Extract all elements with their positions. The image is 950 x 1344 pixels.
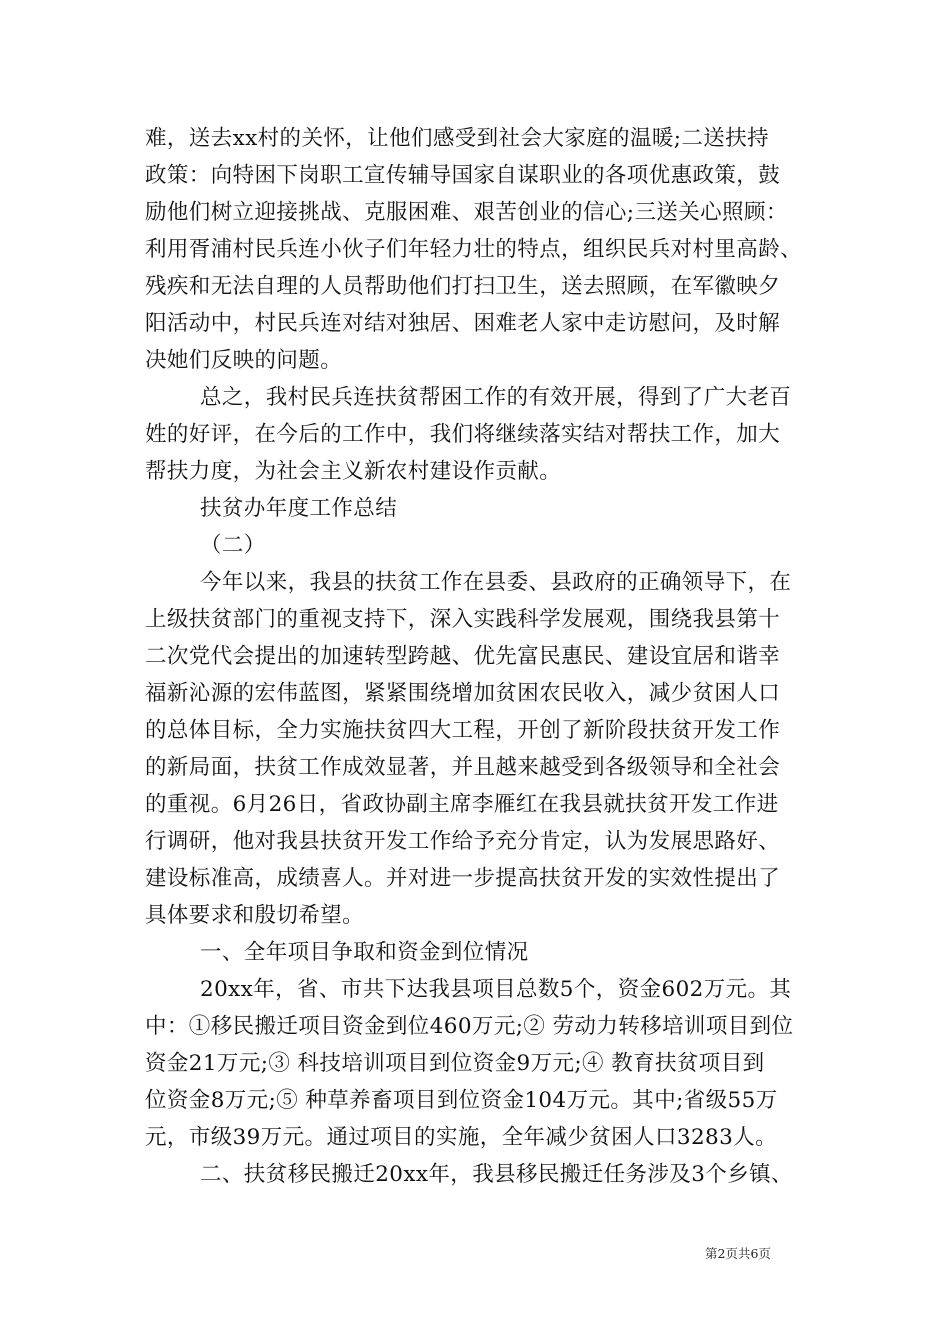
text-line: 中：①移民搬迁项目资金到位460万元;② 劳动力转移培训项目到位 (145, 1014, 794, 1039)
text-line: 残疾和无法自理的人员帮助他们打扫卫生，送去照顾，在军徽映夕 (145, 274, 781, 299)
section-heading: 一、全年项目争取和资金到位情况 (200, 940, 529, 965)
text-line: 二次党代会提出的加速转型跨越、优先富民惠民、建设宜居和谐幸 (145, 644, 781, 669)
text-line: 具体要求和殷切希望。 (145, 903, 365, 928)
text-line: 的总体目标，全力实施扶贫四大工程，开创了新阶段扶贫开发工作 (145, 718, 781, 743)
section-heading: 二、扶贫移民搬迁20xx年，我县移民搬迁任务涉及3个乡镇、 (200, 1162, 793, 1187)
text-line: 的重视。6月26日，省政协副主席李雁红在我县就扶贫开发工作进 (145, 792, 779, 817)
text-line: 元，市级39万元。通过项目的实施，全年减少贫困人口3283人。 (145, 1125, 777, 1150)
text-line: 难，送去xx村的关怀，让他们感受到社会大家庭的温暖;二送扶持 (145, 126, 769, 151)
text-line: 的新局面，扶贫工作成效显著，并且越来越受到各级领导和全社会 (145, 755, 781, 780)
text-line: 政策：向特困下岗职工宣传辅导国家自谋职业的各项优惠政策，鼓 (145, 163, 781, 188)
section-subtitle: （二） (200, 533, 266, 558)
text-line: 资金21万元;③ 科技培训项目到位资金9万元;④ 教育扶贫项目到 (145, 1051, 765, 1076)
text-line: 福新沁源的宏伟蓝图，紧紧围绕增加贫困农民收入，减少贫困人口 (145, 681, 781, 706)
text-line: 上级扶贫部门的重视支持下，深入实践科学发展观，围绕我县第十 (145, 607, 781, 632)
text-line: 励他们树立迎接挑战、克服困难、艰苦创业的信心;三送关心照顾： (145, 200, 788, 225)
page-number: 第2页共6页 (705, 1246, 771, 1261)
text-line: 利用胥浦村民兵连小伙子们年轻力壮的特点，组织民兵对村里高龄、 (145, 237, 803, 262)
text-line: 决她们反映的问题。 (145, 348, 343, 373)
text-line: 总之，我村民兵连扶贫帮困工作的有效开展，得到了广大老百 (200, 385, 792, 410)
text-line: 20xx年，省、市共下达我县项目总数5个，资金602万元。其 (200, 977, 792, 1002)
section-title: 扶贫办年度工作总结 (200, 496, 398, 521)
text-line: 行调研，他对我县扶贫开发工作给予充分肯定，认为发展思路好、 (145, 829, 781, 854)
text-line: 位资金8万元;⑤ 种草养畜项目到位资金104万元。其中;省级55万 (145, 1088, 778, 1113)
text-line: 建设标准高，成绩喜人。并对进一步提高扶贫开发的实效性提出了 (145, 866, 781, 891)
text-line: 帮扶力度，为社会主义新农村建设作贡献。 (145, 459, 562, 484)
text-line: 姓的好评，在今后的工作中，我们将继续落实结对帮扶工作，加大 (145, 422, 781, 447)
text-line: 阳活动中，村民兵连对结对独居、困难老人家中走访慰问，及时解 (145, 311, 781, 336)
text-line: 今年以来，我县的扶贫工作在县委、县政府的正确领导下，在 (200, 570, 792, 595)
